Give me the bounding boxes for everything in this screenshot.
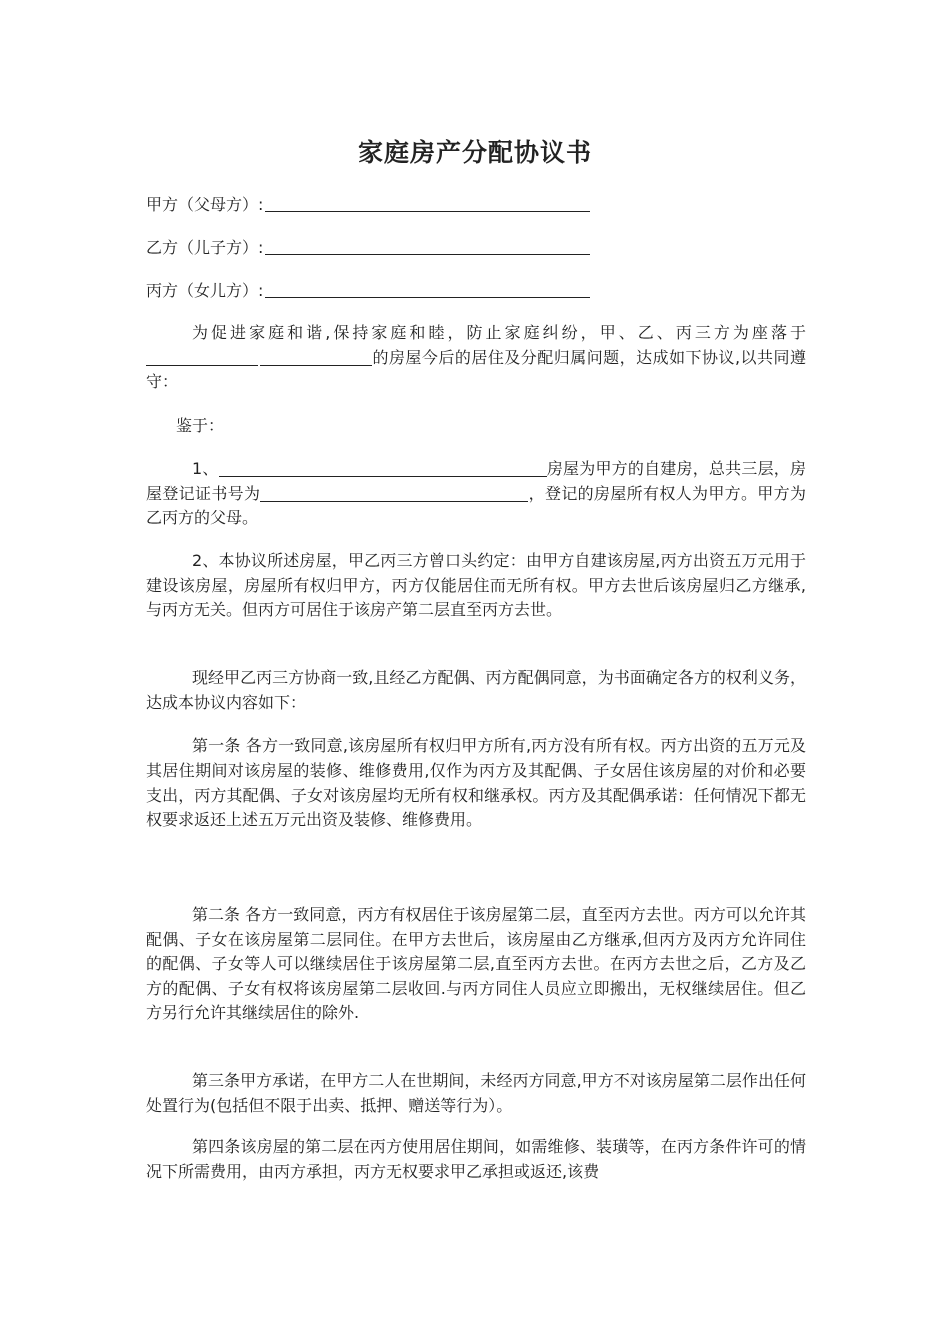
party-b-label: 乙方（儿子方）: [146, 238, 264, 257]
intro-text-after: 的房屋今后的居住及分配归属问题，达成如下协议,以共同遵守： [146, 347, 806, 391]
party-a-line [146, 193, 590, 217]
item-1-end: ，登记的房屋所有权人为甲方。甲方为乙丙方的父母。 [146, 483, 806, 527]
article-2-paragraph [146, 903, 806, 1026]
consensus-text: 现经甲乙丙三方协商一致,且经乙方配偶、丙方配偶同意，为书面确定各方的权利义务，达成本协议内容如下： [146, 668, 806, 712]
house-address-blank [219, 458, 547, 477]
item-1-mid: 房屋为甲方的自建房，总共三层，房屋登记证书号为 [146, 459, 806, 503]
article-4-text: 第四条该房屋的第二层在丙方使用居住期间，如需维修、装璜等，在丙方条件许可的情况下所需费用，由丙方承担，丙方无权要求甲乙承担或返还,该费 [146, 1137, 806, 1181]
party-a-label: 甲方（父母方）: [146, 195, 264, 214]
article-2-text: 第二条 各方一致同意，丙方有权居住于该房屋第二层，直至丙方去世。丙方可以允许其配偶、子女在该房屋第二层同住。在甲方去世后，该房屋由乙方继承,但丙方及丙方允许同住的配偶、子女等人可以继续居住于该房屋第二层,直至丙方去世。在丙方去世之后，乙方及乙方的配偶、子女有权将该房屋第二层收回.与丙方同住人员应立即搬出，无权继续居住。但乙方另行允许其继续居住的除外. [146, 905, 806, 1022]
address-blank-1 [146, 347, 258, 366]
certificate-number-blank [260, 483, 528, 502]
article-1-text: 第一条 各方一致同意,该房屋所有权归甲方所有,丙方没有所有权。丙方出资的五万元及其居住期间对该房屋的装修、维修费用,仅作为丙方及其配偶、子女居住该房屋的对价和必要支出，丙方其配偶、子女对该房屋均无所有权和继承权。丙方及其配偶承诺：任何情况下都无权要求返还上述五万元出资及装修、维修费用。 [146, 736, 806, 830]
article-1-paragraph [146, 734, 806, 833]
consensus-paragraph [146, 666, 806, 715]
document-title: 家庭房产分配协议书 [357, 138, 592, 167]
party-b-blank [265, 236, 590, 255]
article-3-paragraph [146, 1069, 806, 1118]
item-2-paragraph [146, 549, 806, 623]
article-4-paragraph [146, 1135, 806, 1184]
item-1-paragraph [146, 457, 806, 531]
party-c-label: 丙方（女儿方）: [146, 281, 264, 300]
item-1-prefix: 1、 [192, 459, 219, 478]
party-c-blank [265, 279, 590, 298]
address-blank-2 [260, 347, 372, 366]
party-c-line [146, 279, 590, 303]
intro-text-before: 为促进家庭和谐,保持家庭和睦，防止家庭纠纷，甲、乙、丙三方为座落于 [192, 323, 806, 342]
party-b-line [146, 236, 590, 260]
intro-paragraph [146, 321, 806, 395]
party-a-blank [265, 193, 590, 212]
item-2-text: 2、本协议所述房屋，甲乙丙三方曾口头约定：由甲方自建该房屋,丙方出资五万元用于建设该房屋，房屋所有权归甲方，丙方仅能居住而无所有权。甲方去世后该房屋归乙方继承,与丙方无关。但丙方可居住于该房产第二层直至丙方去世。 [146, 551, 806, 619]
article-3-text: 第三条甲方承诺，在甲方二人在世期间，未经丙方同意,甲方不对该房屋第二层作出任何处置行为(包括但不限于出卖、抵押、赠送等行为）。 [146, 1071, 806, 1115]
whereas-heading: 鉴于： [176, 416, 225, 435]
